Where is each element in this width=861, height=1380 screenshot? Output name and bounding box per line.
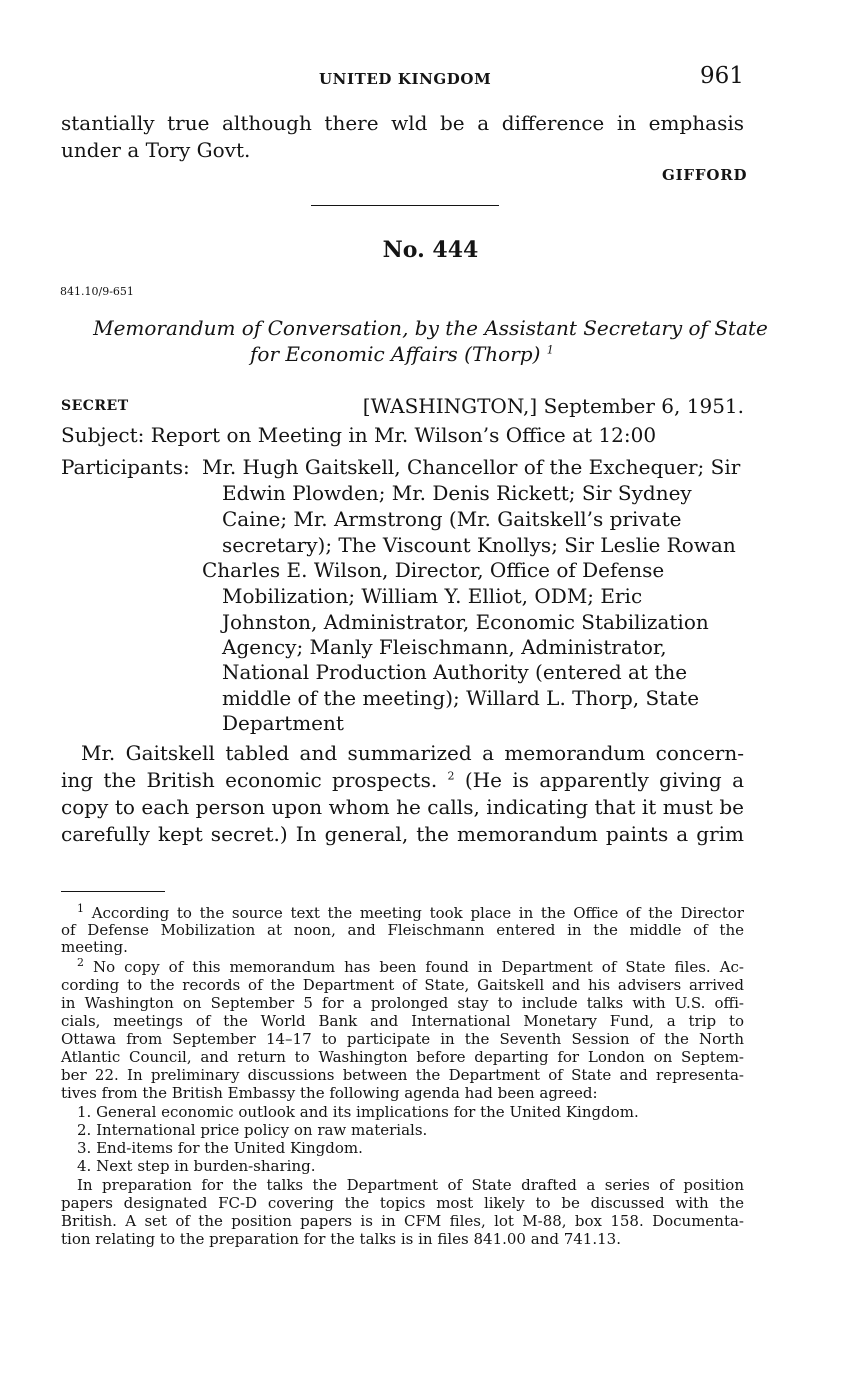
footnote-mark: 2 (77, 956, 84, 969)
classification: SECRET (61, 398, 129, 414)
section-divider (311, 205, 499, 206)
footnote-line: Ottawa from September 14–17 to participate in the Seventh Session of the North (61, 1030, 744, 1048)
footnote-line: in Washington on September 5 for a prolonged stay to include talks with U.S. offi- (61, 994, 744, 1012)
document-number: No. 444 (382, 237, 479, 263)
footnote-mark: 1 (546, 343, 554, 357)
body-line: Mr. Gaitskell tabled and summarized a memorandum concern- (81, 741, 744, 765)
body-line: carefully kept secret.) In general, the memorandum paints a grim (61, 822, 744, 846)
participant-line: Charles E. Wilson, Director, Office of Defense (202, 558, 665, 582)
footnote-line: In preparation for the talks the Department of State drafted a series of position (77, 1176, 744, 1194)
footnote-line: $^1$ According to the source text the meeting took place in the Office of the Director (77, 902, 744, 922)
agenda-item: 3. End-items for the United Kingdom. (77, 1139, 363, 1157)
footnote-line: Atlantic Council, and return to Washington before departing for London on Septem- (61, 1048, 744, 1066)
body-line: ing the British economic prospects. $^2$ (He is apparently giving a (61, 768, 745, 792)
participant-line: Edwin Plowden; Mr. Denis Rickett; Sir Sydney (222, 481, 692, 505)
agenda-item: 2. International price policy on raw materials. (77, 1121, 428, 1139)
agenda-item: 4. Next step in burden-sharing. (77, 1157, 316, 1175)
footnote-rule (61, 891, 165, 892)
footnote-line: tives from the British Embassy the following agenda had been agreed: (61, 1084, 598, 1102)
participants-label: Participants: (61, 455, 190, 479)
continuation-line: under a Tory Govt. (61, 138, 251, 162)
footnote-mark: 1 (77, 902, 84, 915)
footnote-line: cials, meetings of the World Bank and International Monetary Fund, a trip to (61, 1012, 744, 1030)
document-title-line: for Economic Affairs (Thorp) $^1$ (250, 342, 554, 366)
footnote-line: tion relating to the preparation for the talks is in files 841.00 and 741.13. (61, 1230, 621, 1248)
body-line: copy to each person upon whom he calls, indicating that it must be (61, 795, 744, 819)
participant-line: Department (222, 711, 344, 735)
participant-line: Caine; Mr. Armstrong (Mr. Gaitskell’s private (222, 507, 682, 531)
running-head: UNITED KINGDOM (319, 70, 492, 88)
footnote-mark: 2 (447, 769, 455, 783)
signature: GIFFORD (662, 166, 748, 184)
participant-line: secretary); The Viscount Knollys; Sir Leslie Rowan (222, 533, 736, 557)
participant-line: middle of the meeting); Willard L. Thorp, State (222, 686, 700, 710)
footnote-line: meeting. (61, 938, 128, 956)
footnote-line: cording to the records of the Department of State, Gaitskell and his advisers arrived (61, 976, 744, 994)
file-reference: 841.10/9-651 (60, 285, 134, 298)
footnote-line: papers designated FC-D covering the topics most likely to be discussed with the (61, 1194, 744, 1212)
continuation-line: stantially true although there wld be a difference in emphasis (61, 111, 744, 135)
footnote-line: $^2$ No copy of this memorandum has been found in Department of State files. Ac- (77, 956, 744, 976)
participant-line: Johnston, Administrator, Economic Stabilization (222, 610, 709, 634)
subject: Subject: Report on Meeting in Mr. Wilson’s Office at 12:00 (61, 423, 657, 447)
agenda-item: 1. General economic outlook and its implications for the United Kingdom. (77, 1103, 639, 1121)
participant-line: Agency; Manly Fleischmann, Administrator, (222, 635, 667, 659)
participant-line: National Production Authority (entered at the (222, 660, 688, 684)
document-title-line: Memorandum of Conversation, by the Assistant Secretary of State (93, 316, 768, 340)
page-number: 961 (700, 63, 744, 89)
participant-line: Mr. Hugh Gaitskell, Chancellor of the Exchequer; Sir (202, 455, 741, 479)
place-date: [WASHINGTON,] September 6, 1951. (362, 394, 744, 418)
footnote-line: ber 22. In preliminary discussions between the Department of State and representa- (61, 1066, 744, 1084)
footnote-line: British. A set of the position papers is in CFM files, lot M-88, box 158. Documenta- (61, 1212, 744, 1230)
footnote-line: of Defense Mobilization at noon, and Fleischmann entered in the middle of the (61, 921, 744, 939)
participant-line: Mobilization; William Y. Elliot, ODM; Eric (222, 584, 643, 608)
